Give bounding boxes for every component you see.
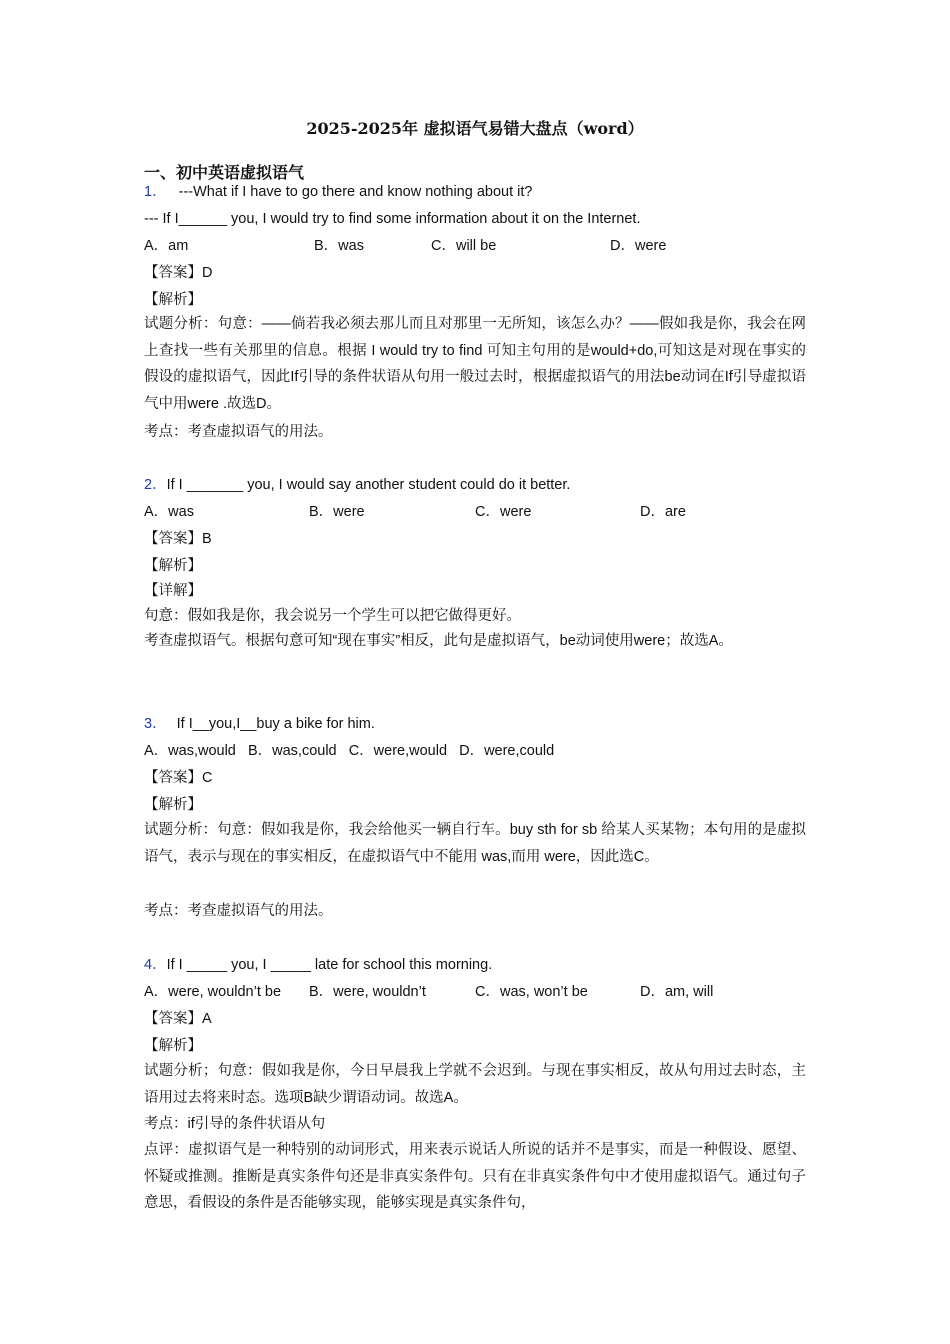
analysis-tag: 【解析】 [144,292,202,308]
document-title: 2025-2025年 虚拟语气易错大盘点（word） [306,119,644,138]
question-number: 2． [144,477,167,493]
answer-value: C [202,770,213,786]
question-2-stem [144,475,570,495]
answer-value: D [202,265,213,281]
option-b: B．were [309,504,365,520]
option-d: D．am, will [640,984,714,1000]
answer-line [144,529,212,549]
answer-tag: 【答案】 [144,1011,202,1027]
option-b: B．were, wouldn’t [309,984,426,1000]
analysis-text: 试题分析：句意：——倘若我必须去那儿而且对那里一无所知，该怎么办？——假如我是你，我会在网上查找一些有关那里的信息。根据 I would try to find 可知主句用的是would+do,可知这是对现在事实的假设的虚拟语气，因此If引导的条件状语从句用一般过去时，根据虚拟语气的用法be动词在If引导虚拟语气中用were .故选D。 [144,316,806,412]
option-b: B．was [314,238,364,254]
answer-tag: 【答案】 [144,265,202,281]
question-1-stem [144,182,532,202]
option-c: C．will be [431,238,497,254]
exam-point: 考点：if引导的条件状语从句 [144,1116,326,1132]
exam-point: 考点：考查虚拟语气的用法。 [144,903,333,919]
comment-text: 点评：虚拟语气是一种特别的动词形式，用来表示说话人所说的话并不是事实，而是一种假设、愿望、怀疑或推测。推断是真实条件句还是非真实条件句。只有在非真实条件句中才使用虚拟语气。通过句子意思，看假设的条件是否能够实现，能够实现是真实条件句， [144,1142,806,1211]
answer-line [144,1009,212,1029]
option-a: A．am [144,238,189,254]
question-text: If I__you,I__buy a bike for him. [176,716,375,732]
sentence-meaning: 句意：假如我是你，我会说另一个学生可以把它做得更好。 [144,608,521,624]
option-c: C．were [475,504,532,520]
question-number: 3． [144,716,167,732]
option-d: D．were [610,238,667,254]
answer-value: B [202,531,212,547]
analysis-tag: 【解析】 [144,797,202,813]
analysis-tag: 【解析】 [144,1038,202,1054]
answer-tag: 【答案】 [144,531,202,547]
analysis-text: 试题分析；句意：假如我是你，今日早晨我上学就不会迟到。与现在事实相反，故从句用过去时态，主语用过去将来时态。选项B缺少谓语动词。故选A。 [144,1063,806,1106]
question-text: If I _____ you, I _____ late for school this morning. [166,957,493,973]
question-4-stem [144,955,492,975]
answer-line [144,263,212,283]
option-d: D．are [640,504,686,520]
answer-value: A [202,1011,212,1027]
question-text: If I _______ you, I would say another student could do it better. [166,477,571,493]
section-heading: 一、初中英语虚拟语气 [144,163,305,182]
answer-line [144,768,212,788]
question-3-stem [144,714,375,734]
option-c: C．was, won’t be [475,984,588,1000]
question-number: 4． [144,957,167,973]
options-line: A．was,would B．was,could C．were,would D．were,could [144,743,555,759]
question-number: 1． [144,184,167,200]
detail-text: 考查虚拟语气。根据句意可知“现在事实”相反，此句是虚拟语气，be动词使用were；故选A。 [144,633,733,649]
analysis-text: 试题分析：句意：假如我是你，我会给他买一辆自行车。buy sth for sb 给某人买某物；本句用的是虚拟语气，表示与现在的事实相反，在虚拟语气中不能用 was,而用 were，因此选C。 [144,822,806,865]
option-a: A．were, wouldn’t be [144,984,282,1000]
option-a: A．was [144,504,194,520]
question-text: ---What if I have to go there and know nothing about it? [178,184,533,200]
detail-tag: 【详解】 [144,583,202,599]
answer-tag: 【答案】 [144,770,202,786]
analysis-tag: 【解析】 [144,558,202,574]
exam-point: 考点：考查虚拟语气的用法。 [144,424,333,440]
question-1-stem-line2: --- If I______ you, I would try to find some information about it on the Internet. [144,211,641,227]
